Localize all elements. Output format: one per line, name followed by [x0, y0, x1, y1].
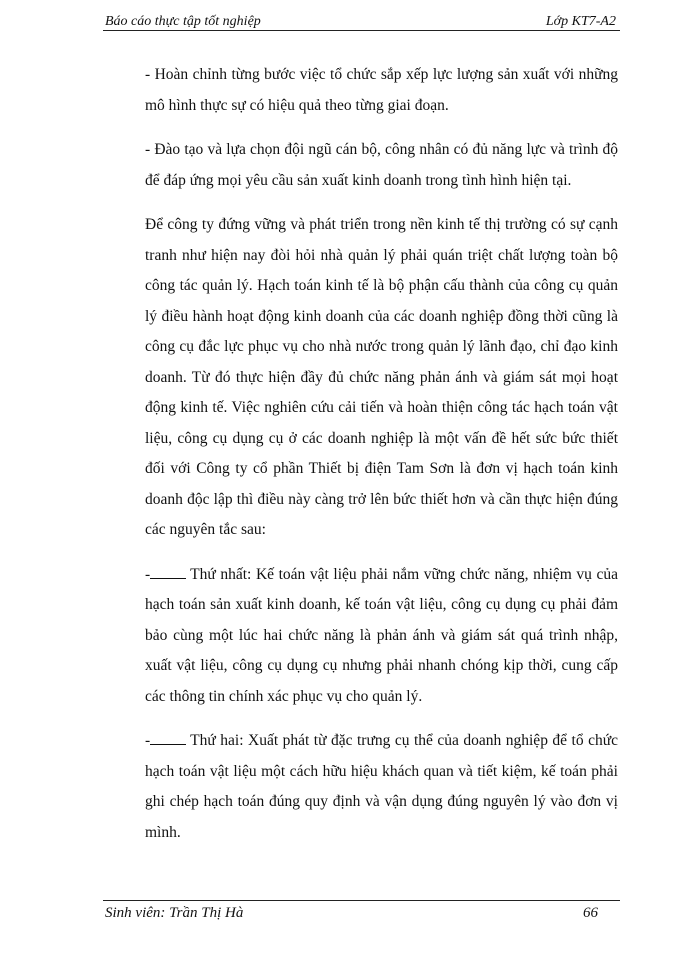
- paragraph: - Đào tạo và lựa chọn đội ngũ cán bộ, công nhân có đủ năng lực và trình độ để đáp ứng mọi yêu cầu sản xuất kinh doanh trong tình hình hiện tại.: [145, 141, 618, 189]
- dash-marker: -: [145, 732, 151, 749]
- dash-marker: -: [145, 565, 151, 583]
- principle-one-text: Thứ nhất: Kế toán vật liệu phải nắm vững chức năng, nhiệm vụ của hạch toán sản xuất kinh doanh, kế toán vật liệu, công cụ dụng cụ phải đảm bảo cùng một lúc hai chức năng là phản ánh và giám sát quá trình nhập, xuất vật liệu, công cụ dụng cụ nhưng phải nhanh chóng kịp thời, cung cấp các thông tin chính xác phục vụ cho quản lý.: [145, 565, 618, 705]
- document-body: [145, 60, 618, 862]
- header-report-title: Báo cáo thực tập tốt nghiệp: [105, 14, 261, 29]
- paragraph: Để công ty đứng vững và phát triển trong nền kinh tế thị trường có sự cạnh tranh như hiện nay đòi hỏi nhà quản lý phải quán triệt chất lượng toàn bộ công tác quản lý. Hạch toán kinh tế là bộ phận cấu thành của công cụ quản lý điều hành hoạt động kinh doanh của các doanh nghiệp đồng thời cũng là công cụ đắc lực phục vụ cho nhà nước trong quản lý lãnh đạo, chỉ đạo kinh doanh. Từ đó thực hiện đầy đủ chức năng phản ánh và giám sát mọi hoạt động kinh tế. Việc nghiên cứu cải tiến và hoàn thiện công tác hạch toán vật liệu, công cụ dụng cụ ở các doanh nghiệp là một vấn đề hết sức bức thiết đối với Công ty cổ phần Thiết bị điện Tam Sơn là đơn vị hạch toán kinh doanh độc lập thì điều này càng trở lên bức thiết hơn và cần thực hiện đúng các nguyên tắc sau:: [145, 216, 618, 538]
- page-header: [103, 8, 620, 31]
- underline-blank: [150, 730, 186, 745]
- principle-two-text: Thứ hai: Xuất phát từ đặc trưng cụ thể của doanh nghiệp để tổ chức hạch toán vật liệu một cách hữu hiệu khách quan và tiết kiệm, kế toán phải ghi chép hạch toán đúng quy định và vận dụng đúng nguyên lý vào đơn vị mình.: [145, 732, 618, 841]
- page-footer: [103, 900, 620, 931]
- header-class-label: Lớp KT7-A2: [545, 14, 616, 29]
- paragraph: - Hoàn chỉnh từng bước việc tổ chức sắp xếp lực lượng sản xuất với những mô hình thực sự có hiệu quả theo từng giai đoạn.: [145, 66, 618, 114]
- page-number: 66: [583, 905, 598, 921]
- paragraph-first-principle: [145, 560, 618, 713]
- paragraph-second-principle: [145, 726, 618, 848]
- footer-student-name: Sinh viên: Trần Thị Hà: [105, 905, 244, 921]
- underline-blank: [150, 564, 186, 579]
